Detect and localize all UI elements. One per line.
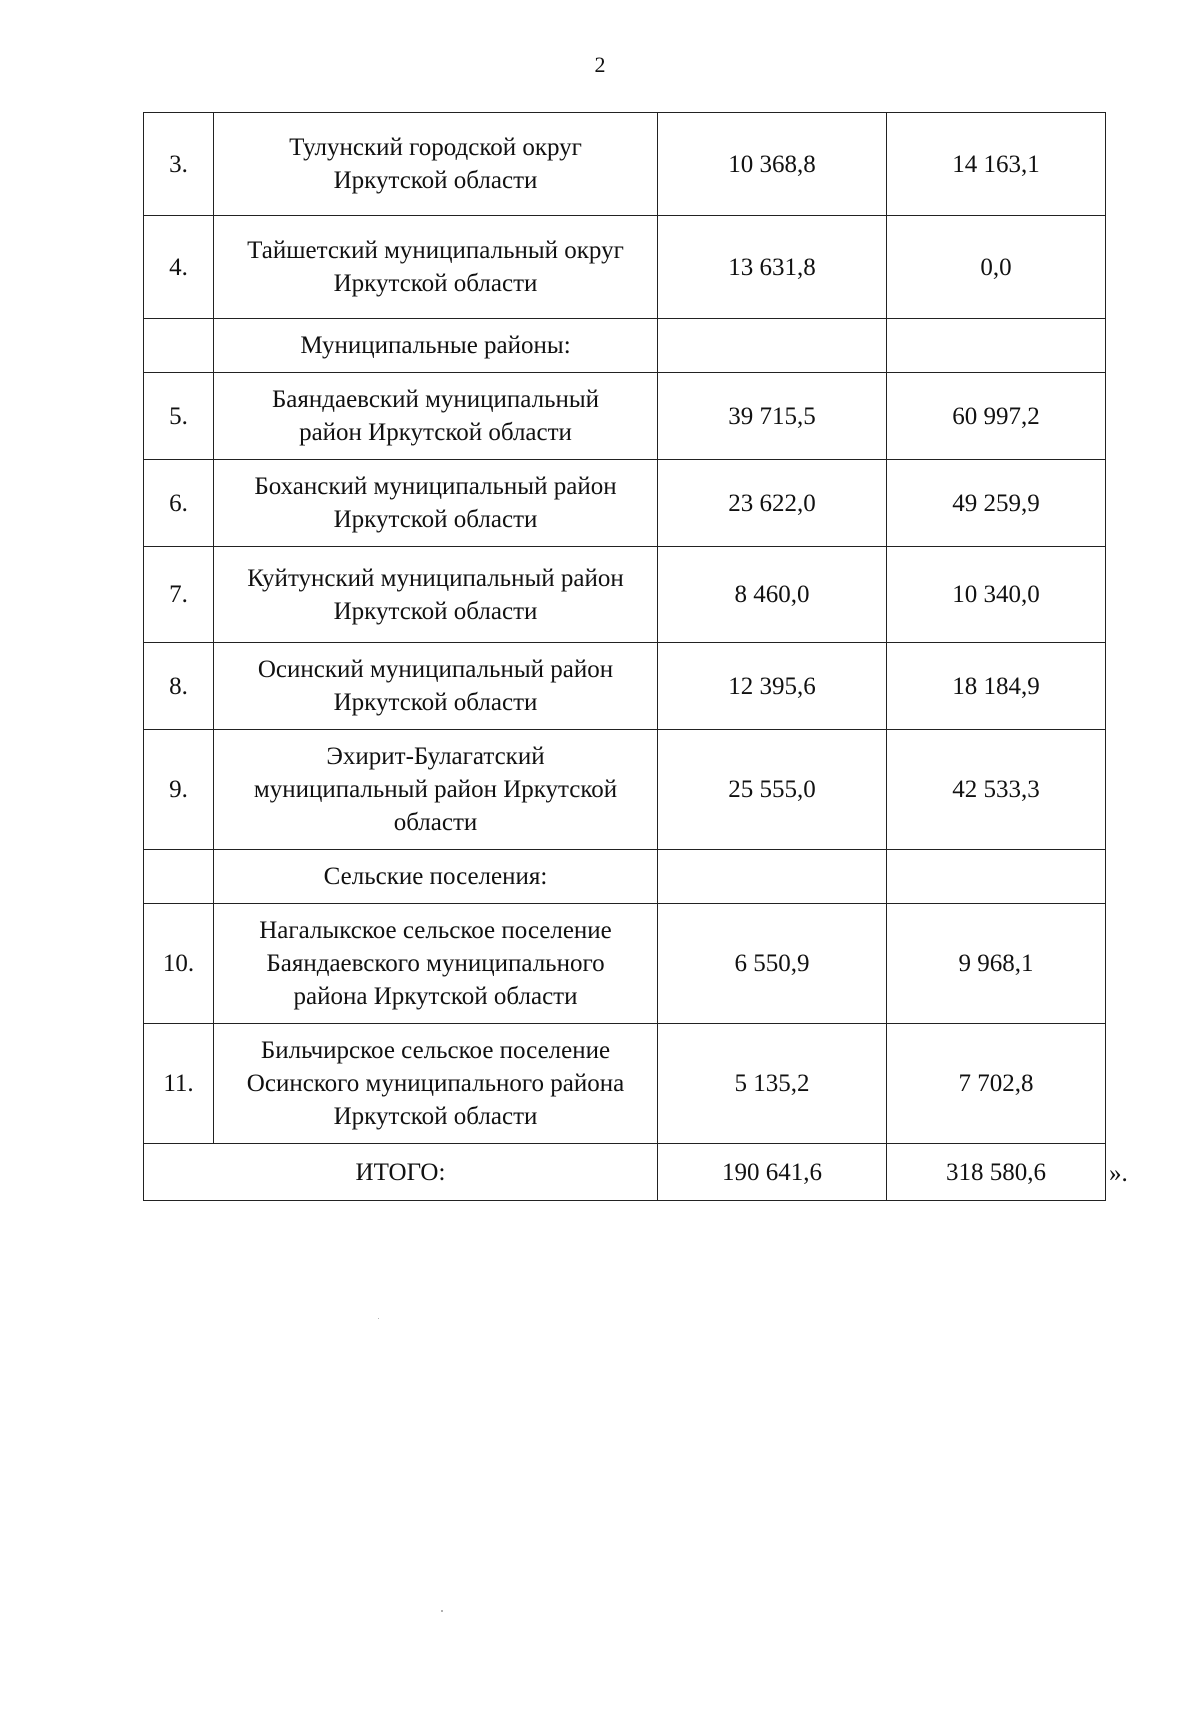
table-row xyxy=(144,113,1106,216)
row-number: 4. xyxy=(144,216,214,319)
total-value-2: 318 580,6 xyxy=(887,1144,1106,1201)
municipality-name-line: Иркутской области xyxy=(333,689,538,716)
municipality-name-line: Иркутской области xyxy=(333,597,538,625)
section-title xyxy=(214,319,658,373)
municipality-name-line: Иркутской области xyxy=(333,1103,538,1130)
value-cell-2: 49 259,9 xyxy=(887,460,1106,547)
municipality-name-line: области xyxy=(393,809,478,836)
table-row xyxy=(144,730,1106,850)
municipality-name-line: Боханский муниципальный район xyxy=(254,473,617,500)
municipality-name xyxy=(214,730,658,850)
municipality-name-line: Бильчирское сельское поселение xyxy=(260,1037,611,1064)
municipality-name-line: Тайшетский муниципальный округ xyxy=(247,237,624,264)
value-cell-2: 18 184,9 xyxy=(887,643,1106,730)
row-number: 10. xyxy=(144,904,214,1024)
value-cell-2 xyxy=(887,319,1106,373)
municipality-name-line: Баяндаевский муниципальный xyxy=(271,386,600,413)
scan-speck xyxy=(441,1610,443,1612)
value-cell-1: 12 395,6 xyxy=(658,643,887,730)
row-number: 9. xyxy=(144,730,214,850)
total-label: ИТОГО: xyxy=(144,1144,658,1201)
row-number: 5. xyxy=(144,373,214,460)
municipality-name-line: Баяндаевского муниципального xyxy=(266,950,605,977)
row-number: 6. xyxy=(144,460,214,547)
municipality-name xyxy=(214,547,658,643)
municipality-name xyxy=(214,460,658,547)
municipality-name xyxy=(214,1024,658,1144)
municipality-name-line: Куйтунский муниципальный район xyxy=(247,564,624,592)
value-cell-2: 7 702,8 xyxy=(887,1024,1106,1144)
municipality-name-line: муниципальный район Иркутской xyxy=(253,776,618,803)
municipality-name-line: Иркутской области xyxy=(333,167,538,194)
municipality-name xyxy=(214,373,658,460)
municipality-name xyxy=(214,643,658,730)
value-cell-2: 42 533,3 xyxy=(887,730,1106,850)
value-cell-2: 60 997,2 xyxy=(887,373,1106,460)
municipality-name-line: Иркутской области xyxy=(333,270,538,297)
page-number: 2 xyxy=(594,52,606,77)
value-cell-1: 8 460,0 xyxy=(658,547,887,643)
allocation-table xyxy=(143,112,1106,1201)
value-cell-1: 25 555,0 xyxy=(658,730,887,850)
municipality-name-line: район Иркутской области xyxy=(299,419,572,446)
total-value-1: 190 641,6 xyxy=(658,1144,887,1201)
total-row xyxy=(144,1144,1106,1201)
section-header-row xyxy=(144,850,1106,904)
table-row xyxy=(144,547,1106,643)
value-cell-2: 14 163,1 xyxy=(887,113,1106,216)
value-cell-1: 39 715,5 xyxy=(658,373,887,460)
municipality-name-line: Иркутской области xyxy=(333,506,538,533)
value-cell-2: 10 340,0 xyxy=(887,547,1106,643)
table-row xyxy=(144,216,1106,319)
row-number: 8. xyxy=(144,643,214,730)
municipality-name-line: Осинского муниципального района xyxy=(246,1070,625,1097)
section-title-line: Сельские поселения: xyxy=(323,863,548,890)
value-cell-1 xyxy=(658,319,887,373)
municipality-name xyxy=(214,904,658,1024)
row-number: 7. xyxy=(144,547,214,643)
row-number: 11. xyxy=(144,1024,214,1144)
value-cell-1: 6 550,9 xyxy=(658,904,887,1024)
value-cell-1: 13 631,8 xyxy=(658,216,887,319)
value-cell-2: 9 968,1 xyxy=(887,904,1106,1024)
municipality-name-line: Осинский муниципальный район xyxy=(257,656,614,683)
table-row xyxy=(144,1024,1106,1144)
table-row xyxy=(144,643,1106,730)
section-header-row xyxy=(144,319,1106,373)
table-row xyxy=(144,373,1106,460)
municipality-name xyxy=(214,216,658,319)
value-cell-2: 0,0 xyxy=(887,216,1106,319)
table-row xyxy=(144,904,1106,1024)
row-number xyxy=(144,850,214,904)
municipality-name-line: Эхирит-Булагатский xyxy=(326,743,545,770)
table-row xyxy=(144,460,1106,547)
scan-speck xyxy=(378,1318,379,1319)
section-title xyxy=(214,850,658,904)
section-title-line: Муниципальные районы: xyxy=(300,332,571,359)
value-cell-1: 5 135,2 xyxy=(658,1024,887,1144)
table-body xyxy=(144,113,1106,1144)
row-number: 3. xyxy=(144,113,214,216)
closing-quote: ». xyxy=(1109,1160,1128,1187)
row-number xyxy=(144,319,214,373)
municipality-name-line: Нагалыкское сельское поселение xyxy=(259,917,612,944)
value-cell-1 xyxy=(658,850,887,904)
municipality-name-line: Тулунский городской округ xyxy=(289,134,582,161)
value-cell-1: 10 368,8 xyxy=(658,113,887,216)
municipality-name xyxy=(214,113,658,216)
value-cell-2 xyxy=(887,850,1106,904)
value-cell-1: 23 622,0 xyxy=(658,460,887,547)
municipality-name-line: района Иркутской области xyxy=(293,983,578,1010)
